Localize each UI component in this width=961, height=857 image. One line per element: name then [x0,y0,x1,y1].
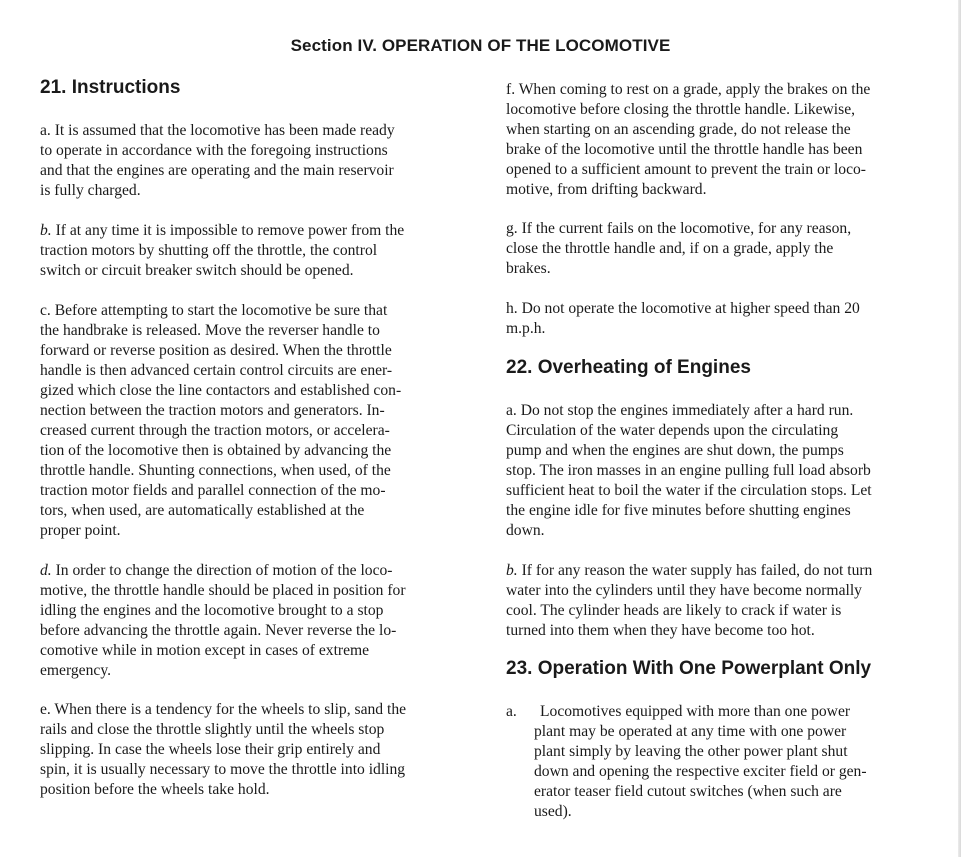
heading-23-one-powerplant: 23. Operation With One Powerplant Only [506,658,872,679]
text-line: plant may be operated at any time with one power [534,723,847,740]
text-line: before advancing the throttle again. Never reverse the lo- [40,622,397,639]
text-line: motive, the throttle handle should be placed in position for [40,582,406,599]
paragraph-21f [506,80,870,200]
text-line: locomotive before closing the throttle handle. Likewise, [506,101,856,118]
text-line: rails and close the throttle slightly until the wheels stop [40,721,385,738]
text-line: tion of the locomotive then is obtained by advancing the [40,442,392,459]
text-line: gized which close the line contactors and established con- [40,382,402,399]
text-line: when starting on an ascending grade, do not release the [506,121,851,138]
paragraph-23a [506,702,867,822]
text-line: turned into them when they have become too hot. [506,622,815,639]
text-line: a. It is assumed that the locomotive has been made ready [40,122,395,139]
text-line: to operate in accordance with the foregoing instructions [40,142,388,159]
paragraph-21a [40,121,395,201]
page-title: Section IV. OPERATION OF THE LOCOMOTIVE [290,36,671,55]
text-line: forward or reverse position as desired. When the throttle [40,342,392,359]
item-label: d. [40,562,52,579]
text-line: tors, when used, are automatically established at the [40,502,365,519]
text-line: c. Before attempting to start the locomotive be sure that [40,302,388,319]
paragraph-21h [506,299,860,339]
text-line: a. Do not stop the engines immediately after a hard run. [506,402,854,419]
text-line: the engine idle for five minutes before shutting engines [506,502,851,519]
text-line: water into the cylinders until they have become normally [506,582,862,599]
paragraph-22a [506,401,872,541]
text-line: is fully charged. [40,182,141,199]
heading-21-instructions: 21. Instructions [40,77,181,98]
paragraph-21b [40,221,404,281]
text-line: brakes. [506,260,551,277]
text-line: and that the engines are operating and the main reservoir [40,162,394,179]
text-line: f. When coming to rest on a grade, apply the brakes on the [506,81,871,98]
text-run: If for any reason the water supply has failed, do not turn [517,562,873,579]
text-line: Circulation of the water depends upon the circulating [506,422,839,439]
text-line: down and opening the respective exciter field or gen- [534,763,867,780]
text-line: h. Do not operate the locomotive at higher speed than 20 [506,300,860,317]
text-line: brake of the locomotive until the throttle handle has been [506,141,863,158]
text-line: creased current through the traction motors, or accelera- [40,422,390,439]
text-line [506,702,867,722]
text-line [506,561,872,581]
item-label: a. [506,703,517,720]
paragraph-21d [40,561,406,681]
item-label: b. [506,562,518,579]
text-line: opened to a sufficient amount to prevent the train or loco- [506,161,866,178]
text-line: g. If the current fails on the locomotive, for any reason, [506,220,852,237]
text-line: cool. The cylinder heads are likely to crack if water is [506,602,842,619]
text-line: switch or circuit breaker switch should be opened. [40,262,354,279]
paragraph-21g [506,219,851,279]
text-line: comotive while in motion except in cases of extreme [40,642,370,659]
paragraph-21e [40,700,406,800]
text-line: emergency. [40,662,112,679]
text-line: down. [506,522,545,539]
text-line: nection between the traction motors and generators. In- [40,402,385,419]
text-line: stop. The iron masses in an engine pulling full load absorb [506,462,871,479]
text-line [40,221,404,241]
text-line: e. When there is a tendency for the wheels to slip, sand the [40,701,407,718]
text-line: used). [534,803,572,820]
text-line: erator teaser field cutout switches (when such are [534,783,842,800]
text-line: idling the engines and the locomotive brought to a stop [40,602,384,619]
text-line: m.p.h. [506,320,546,337]
heading-22-overheating: 22. Overheating of Engines [506,357,751,378]
text-line: proper point. [40,522,121,539]
item-label: b. [40,222,52,239]
paragraph-22b [506,561,872,641]
text-line: slipping. In case the wheels lose their grip entirely and [40,741,381,758]
text-line: handle is then advanced certain control circuits are ener- [40,362,393,379]
text-line: spin, it is usually necessary to move the throttle into idling [40,761,406,778]
text-line: position before the wheels take hold. [40,781,270,798]
paragraph-21c [40,301,401,541]
text-line [40,561,406,581]
text-line: pump and when the engines are shut down, the pumps [506,442,844,459]
text-run: Locomotives equipped with more than one power [540,703,851,720]
text-line: plant simply by leaving the other power plant shut [534,743,848,760]
text-line: traction motors by shutting off the throttle, the control [40,242,378,259]
text-line: sufficient heat to boil the water if the circulation stops. Let [506,482,872,499]
text-run: If at any time it is impossible to remove power from the [51,222,405,239]
text-line: motive, from drifting backward. [506,181,707,198]
text-line: close the throttle handle and, if on a grade, apply the [506,240,834,257]
text-line: traction motor fields and parallel connection of the mo- [40,482,386,499]
text-run: In order to change the direction of motion of the loco- [51,562,393,579]
text-line: the handbrake is released. Move the reverser handle to [40,322,380,339]
text-line: throttle handle. Shunting connections, when used, of the [40,462,391,479]
